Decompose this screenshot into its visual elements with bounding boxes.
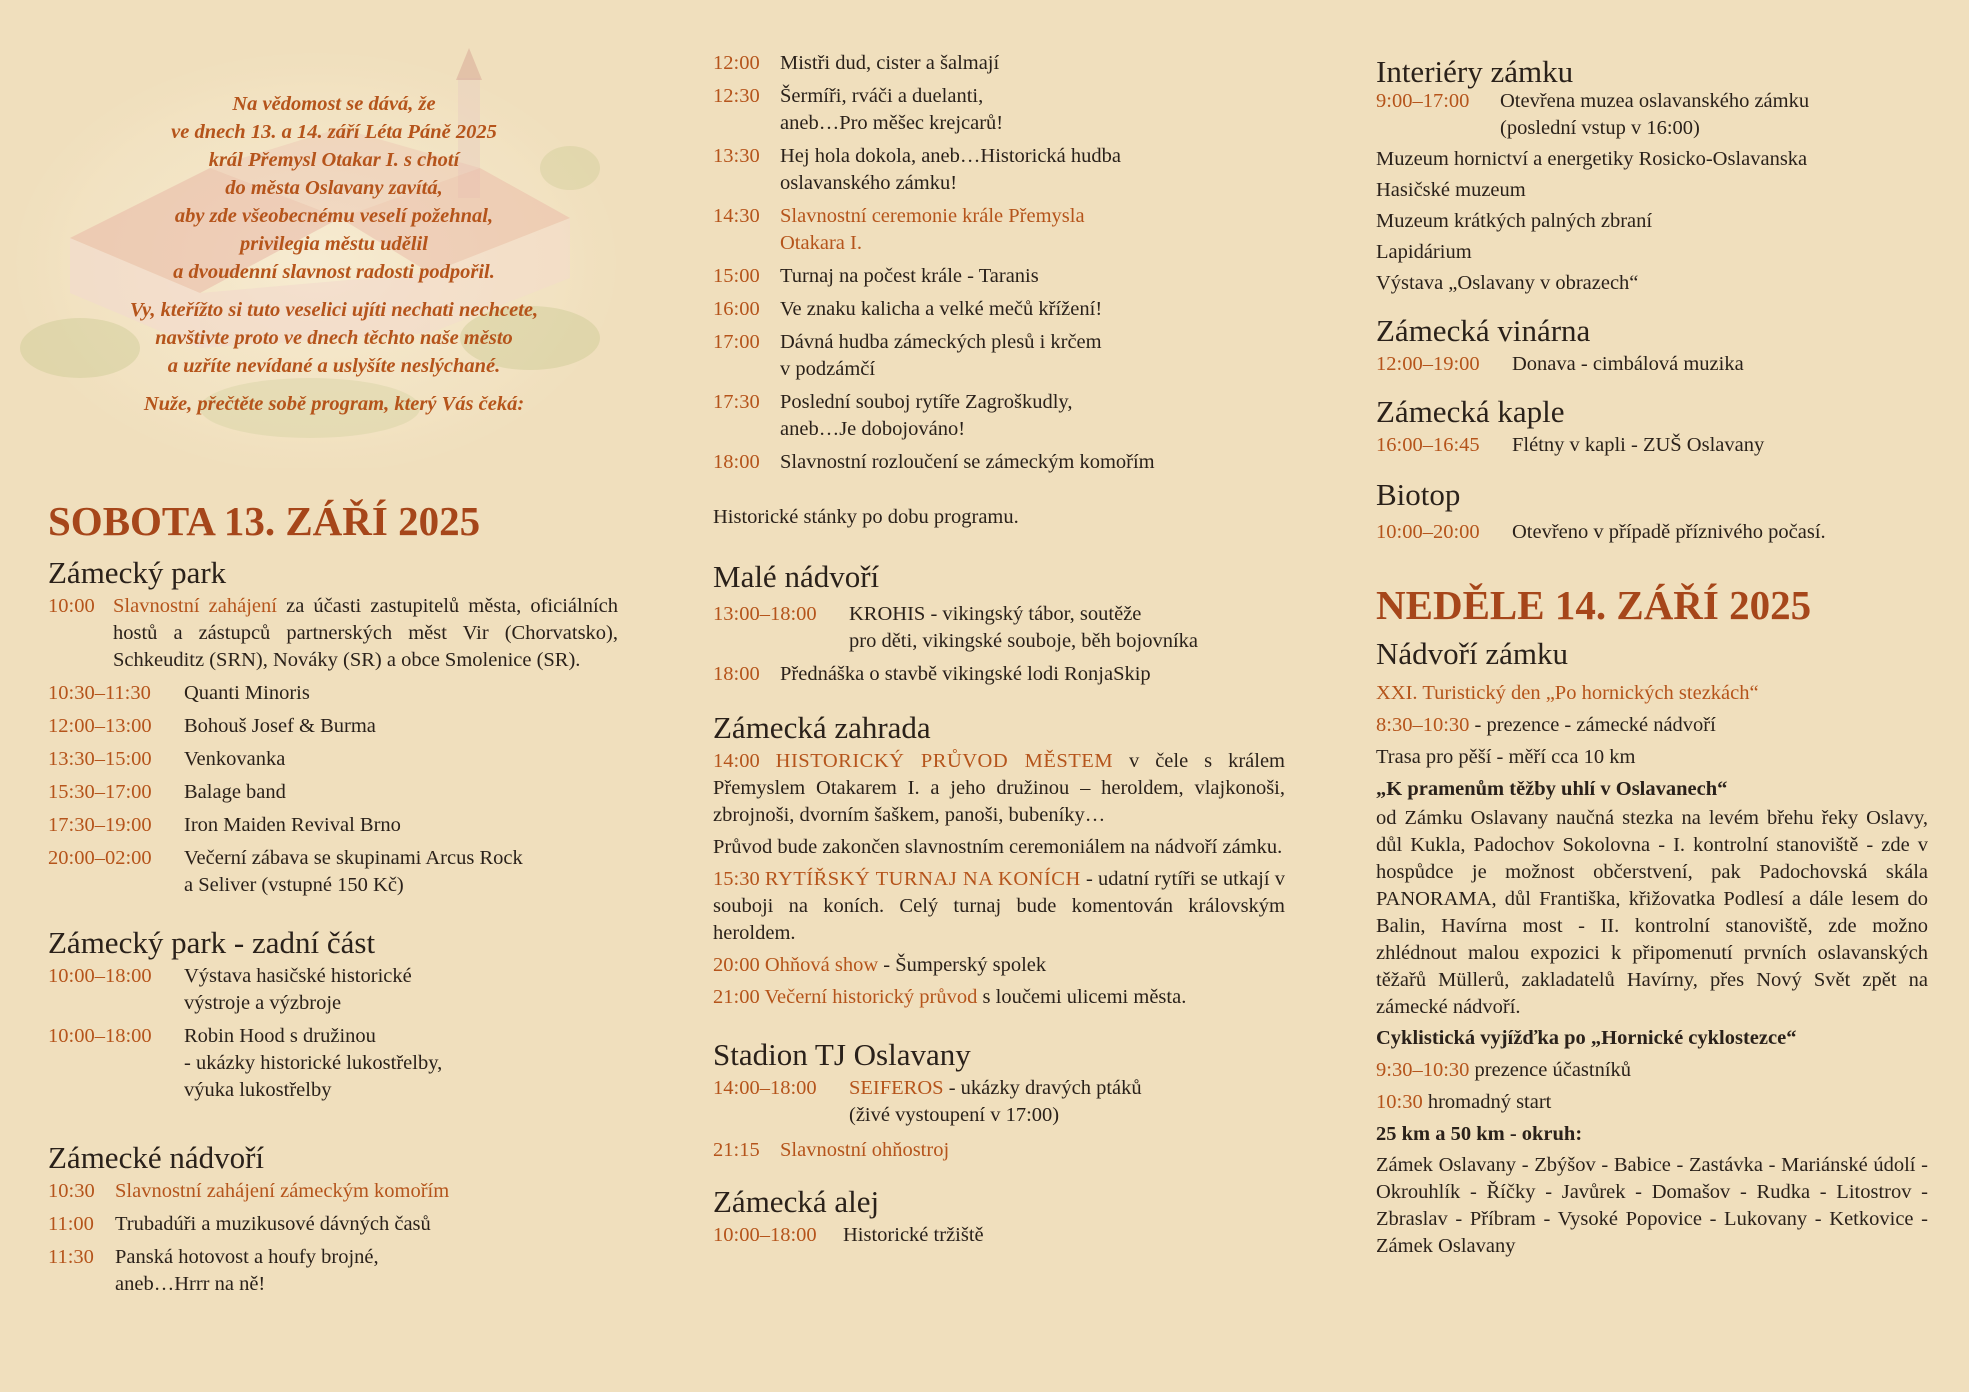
section-vinarna: Zámecká vinárna xyxy=(1376,313,1591,348)
section-kaple: Zámecká kaple xyxy=(1376,394,1565,429)
event-item: 9:00–17:00 Otevřena muzea oslavanského zámku (poslední vstup v 16:00) xyxy=(1376,90,1810,139)
event-item: 11:30 Panská hotovost a houfy brojné, aneb…Hrrr na ně! xyxy=(48,1246,379,1295)
section-zamecky-park-zadni-cast: Zámecký park - zadní část xyxy=(48,925,376,960)
section-zamecky-park: Zámecký park xyxy=(48,555,227,590)
event-item: 15:00 Turnaj na počest krále - Taranis xyxy=(713,265,1039,287)
event-item: 20:00 Ohňová show - Šumperský spolek xyxy=(713,954,1047,976)
intro-paragraph-1: Na vědomost se dává, že ve dnech 13. a 14. září Léta Páně 2025 král Přemysl Otakar I. s chotí do města Oslavany zavítá, aby zde všeobecnému veselí požehnal, privilegia městu udělil a dvoudenní slavnost radosti podpořil. xyxy=(171,93,497,283)
event-item: 10:30 Slavnostní zahájení zámeckým komořím xyxy=(48,1180,450,1202)
event-item: 15:30–17:00 Balage band xyxy=(48,781,286,803)
route-title: „K pramenům těžby uhlí v Oslavanech“ xyxy=(1376,778,1728,800)
event-item: 14:00 HISTORICKÝ PRŮVOD MĚSTEM v čele s králem Přemyslem Otakarem I. a jeho družinou – heroldem, vlajkonoši, zbrojnoši, dvorním šaškem, panoši, bubeníky… xyxy=(713,750,1285,826)
walk-info: Trasa pro pěší - měří cca 10 km xyxy=(1376,746,1636,768)
event-item: 14:30 Slavnostní ceremonie krále Přemysla Otakara I. xyxy=(713,205,1085,254)
museum-item: Muzeum hornictví a energetiky Rosicko-Oslavanska xyxy=(1376,148,1808,170)
loop-description: Zámek Oslavany - Zbýšov - Babice - Zastávka - Mariánské údolí - Okrouhlík - Říčky - Javůrek - Domašov - Rudka - Litostrov - Zbraslav - Příbram - Vysoké Popovice - Lukovany - Ketkovice - Zámek Oslavany xyxy=(1376,1154,1928,1257)
event-item: 12:00–13:00 Bohouš Josef & Burma xyxy=(48,715,376,737)
section-zamecka-alej: Zámecká alej xyxy=(713,1184,880,1219)
event-item: 17:30 Poslední souboj rytíře Zagroškudly, aneb…Je dobojováno! xyxy=(713,391,1073,440)
museum-item: Výstava „Oslavany v obrazech“ xyxy=(1376,272,1639,294)
section-nadvori-zamku: Nádvoří zámku xyxy=(1376,636,1568,671)
right-column xyxy=(1376,52,1928,1260)
museum-item: Lapidárium xyxy=(1376,241,1472,263)
event-item: 10:00–18:00 Výstava hasičské historické výstroje a výzbroje xyxy=(48,965,412,1014)
event-item: 8:30–10:30 - prezence - zámecké nádvoří xyxy=(1376,714,1716,736)
intro-paragraph-3: Nuže, přečtěte sobě program, který Vás čeká: xyxy=(143,393,525,415)
intro-paragraph-2: Vy, kteřížto si tuto veselici ujíti nechati nechcete, navštivte proto ve dnech těchto naše město a uzříte nevídané a uslyšíte neslýchané. xyxy=(129,299,539,377)
event-item: 17:30–19:00 Iron Maiden Revival Brno xyxy=(48,814,401,836)
event-item: 21:00 Večerní historický průvod s loučemi ulicemi města. xyxy=(713,986,1187,1008)
left-column xyxy=(48,0,618,1298)
event-item: 12:00 Mistři dud, cister a šalmají xyxy=(713,52,1000,74)
section-zamecka-zahrada: Zámecká zahrada xyxy=(713,710,931,745)
section-male-nadvori: Malé nádvoří xyxy=(713,559,880,594)
event-item: 13:30–15:00 Venkovanka xyxy=(48,748,286,770)
event-item: 10:00 Slavnostní zahájení za účasti zastupitelů města, oficiálních hostů a zástupců partnerských měst Vir (Chorvatsko), Schkeuditz (SRN), Nováky (SR) a obce Smolenice (SR). xyxy=(48,595,619,671)
intro-panel xyxy=(48,0,618,470)
sunday-heading: NEDĚLE 14. ZÁŘÍ 2025 xyxy=(1376,582,1812,628)
bike-title: Cyklistická vyjížďka po „Hornické cyklostezce“ xyxy=(1376,1027,1797,1049)
event-item: 10:30–11:30 Quanti Minoris xyxy=(48,682,310,704)
section-zamecke-nadvori: Zámecké nádvoří xyxy=(48,1140,265,1175)
intro-text xyxy=(48,90,620,428)
event-item: 13:00–18:00 KROHIS - vikingský tábor, soutěže pro děti, vikingské souboje, běh bojovníka xyxy=(713,603,1199,652)
event-item: 10:00–20:00 Otevřeno v případě příznivého počasí. xyxy=(1376,521,1826,543)
section-interiery: Interiéry zámku xyxy=(1376,54,1574,89)
event-item: 18:00 Slavnostní rozloučení se zámeckým komořím xyxy=(713,451,1155,473)
event-item: 21:15 Slavnostní ohňostroj xyxy=(713,1139,950,1161)
event-item: 9:30–10:30 prezence účastníků xyxy=(1376,1059,1632,1081)
event-item: 10:00–18:00 Historické tržiště xyxy=(713,1224,984,1246)
section-stadion: Stadion TJ Oslavany xyxy=(713,1037,971,1072)
section-biotop: Biotop xyxy=(1376,477,1461,512)
event-item: 18:00 Přednáška o stavbě vikingské lodi RonjaSkip xyxy=(713,663,1151,685)
event-item: 12:00–19:00 Donava - cimbálová muzika xyxy=(1376,353,1744,375)
middle-column xyxy=(713,50,1285,1249)
event-item: 15:30 RYTÍŘSKÝ TURNAJ NA KONÍCH - udatní rytíři se utkají v souboji na koních. Celý turnaj bude komentován královským heroldem. xyxy=(713,868,1286,944)
event-item: 14:00–18:00 SEIFEROS - ukázky dravých ptáků (živé vystoupení v 17:00) xyxy=(713,1077,1142,1126)
tourist-day-title: XXI. Turistický den „Po hornických stezkách“ xyxy=(1376,682,1759,704)
event-item: 12:30 Šermíři, rváči a duelanti, aneb…Pro měšec krejcarů! xyxy=(713,85,1004,134)
stalls-note: Historické stánky po dobu programu. xyxy=(713,506,1019,528)
event-item: 10:00–18:00 Robin Hood s družinou - ukázky historické lukostřelby, výuka lukostřelby xyxy=(48,1025,443,1101)
event-item: 20:00–02:00 Večerní zábava se skupinami Arcus Rock a Seliver (vstupné 150 Kč) xyxy=(48,847,523,896)
event-item: 11:00 Trubadúři a muzikusové dávných časů xyxy=(48,1213,431,1235)
route-description: od Zámku Oslavany naučná stezka na levém břehu řeky Oslavy, důl Kukla, Padochov Sokolovna - I. kontrolní stanoviště - zde v hospůdce je možnost občerstvení, pak Padochovská skála PANORAMA, důl Františka, křižovatka Podlesí a dále lesem do Balin, Havírna most - II. kontrolní stanoviště, zde možno zhlédnout malou expozici k připomenutí prvních oslavanských těžařů Müllerů, zakladatelů Havírny, přes Nový Svět zpět na zámecké nádvoří. xyxy=(1376,807,1928,1018)
event-item: 17:00 Dávná hudba zámeckých plesů i krčem v podzámčí xyxy=(713,331,1102,380)
event-item: 16:00 Ve znaku kalicha a velké mečů křížení! xyxy=(713,298,1103,320)
saturday-heading: SOBOTA 13. ZÁŘÍ 2025 xyxy=(48,498,481,544)
event-item: 16:00–16:45 Flétny v kapli - ZUŠ Oslavany xyxy=(1376,434,1765,456)
event-item: 10:30 hromadný start xyxy=(1376,1091,1552,1113)
procession-note: Průvod bude zakončen slavnostním ceremoniálem na nádvoří zámku. xyxy=(713,836,1283,858)
museum-item: Muzeum krátkých palných zbraní xyxy=(1376,210,1653,232)
museum-item: Hasičské muzeum xyxy=(1376,179,1526,201)
event-item: 13:30 Hej hola dokola, aneb…Historická hudba oslavanského zámku! xyxy=(713,145,1122,194)
loop-title: 25 km a 50 km - okruh: xyxy=(1376,1123,1583,1145)
